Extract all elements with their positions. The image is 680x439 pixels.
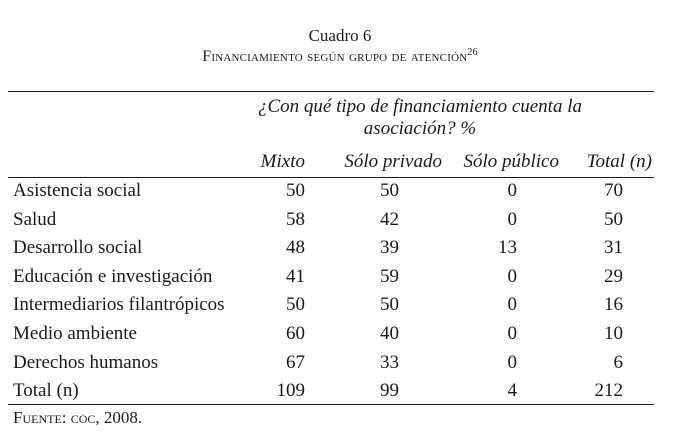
table-title-text: Financiamiento según grupo de atención xyxy=(202,48,468,65)
cell-mixto: 50 xyxy=(286,180,305,201)
cell-total: 50 xyxy=(604,208,623,230)
row-label: Intermediarios filantrópicos xyxy=(13,294,225,316)
table-source xyxy=(13,408,142,428)
table-row xyxy=(0,323,680,352)
table-row xyxy=(0,209,680,238)
table-bottom-rule xyxy=(8,404,654,405)
row-label: Desarrollo social xyxy=(13,237,143,259)
cell-solo-publico: 13 xyxy=(498,237,517,259)
cell-total: 70 xyxy=(604,180,623,201)
table-row xyxy=(0,237,680,266)
cell-mixto: 41 xyxy=(286,265,305,287)
cell-solo-publico: 0 xyxy=(507,323,517,344)
row-label: Derechos humanos xyxy=(13,351,159,373)
cell-solo-publico: 4 xyxy=(507,380,517,402)
table-title xyxy=(0,47,680,66)
cell-solo-publico: 0 xyxy=(507,294,517,316)
table-row xyxy=(0,266,680,295)
cell-solo-privado: 40 xyxy=(380,323,399,344)
table-number: Cuadro 6 xyxy=(308,26,372,45)
table-row xyxy=(0,180,680,209)
cell-solo-privado: 33 xyxy=(380,351,399,373)
column-header-mixto: Mixto xyxy=(260,151,305,172)
column-header-total: Total (n) xyxy=(586,151,652,172)
row-label: Total (n) xyxy=(13,380,79,402)
cell-solo-privado: 59 xyxy=(380,265,399,287)
footnote-reference: 26 xyxy=(467,47,478,58)
cell-total: 212 xyxy=(594,380,623,402)
cell-mixto: 58 xyxy=(286,208,305,230)
cell-mixto: 109 xyxy=(276,380,305,402)
column-header-solo-publico: Sólo público xyxy=(463,151,559,172)
cell-solo-privado: 99 xyxy=(380,380,399,402)
cell-mixto: 60 xyxy=(286,323,305,344)
cell-solo-privado: 42 xyxy=(380,208,399,230)
row-label: Educación e investigación xyxy=(13,265,213,287)
cell-solo-publico: 0 xyxy=(507,265,517,287)
source-text: coc, 2008. xyxy=(70,408,143,427)
cell-solo-privado: 39 xyxy=(380,237,399,259)
cell-total: 6 xyxy=(613,351,623,373)
cell-total: 31 xyxy=(604,237,623,259)
table-top-rule xyxy=(8,91,654,92)
cell-solo-privado: 50 xyxy=(380,180,399,201)
column-group-header: ¿Con qué tipo de financiamiento cuenta la asociación? % xyxy=(257,96,582,139)
table-row xyxy=(0,352,680,381)
table-row xyxy=(0,294,680,323)
cell-solo-publico: 0 xyxy=(507,208,517,230)
row-label: Medio ambiente xyxy=(13,323,137,344)
cell-solo-privado: 50 xyxy=(380,294,399,316)
cell-solo-publico: 0 xyxy=(507,351,517,373)
row-label: Asistencia social xyxy=(13,180,142,201)
cell-mixto: 48 xyxy=(286,237,305,259)
cell-total: 16 xyxy=(604,294,623,316)
cell-mixto: 50 xyxy=(286,294,305,316)
cell-total: 29 xyxy=(604,265,623,287)
row-label: Salud xyxy=(13,208,57,230)
source-label: Fuente: xyxy=(13,408,67,427)
column-header-solo-privado: Sólo privado xyxy=(344,151,442,172)
table-header-rule xyxy=(8,177,654,178)
cell-solo-publico: 0 xyxy=(507,180,517,201)
cell-total: 10 xyxy=(604,323,623,344)
cell-mixto: 67 xyxy=(286,351,305,373)
